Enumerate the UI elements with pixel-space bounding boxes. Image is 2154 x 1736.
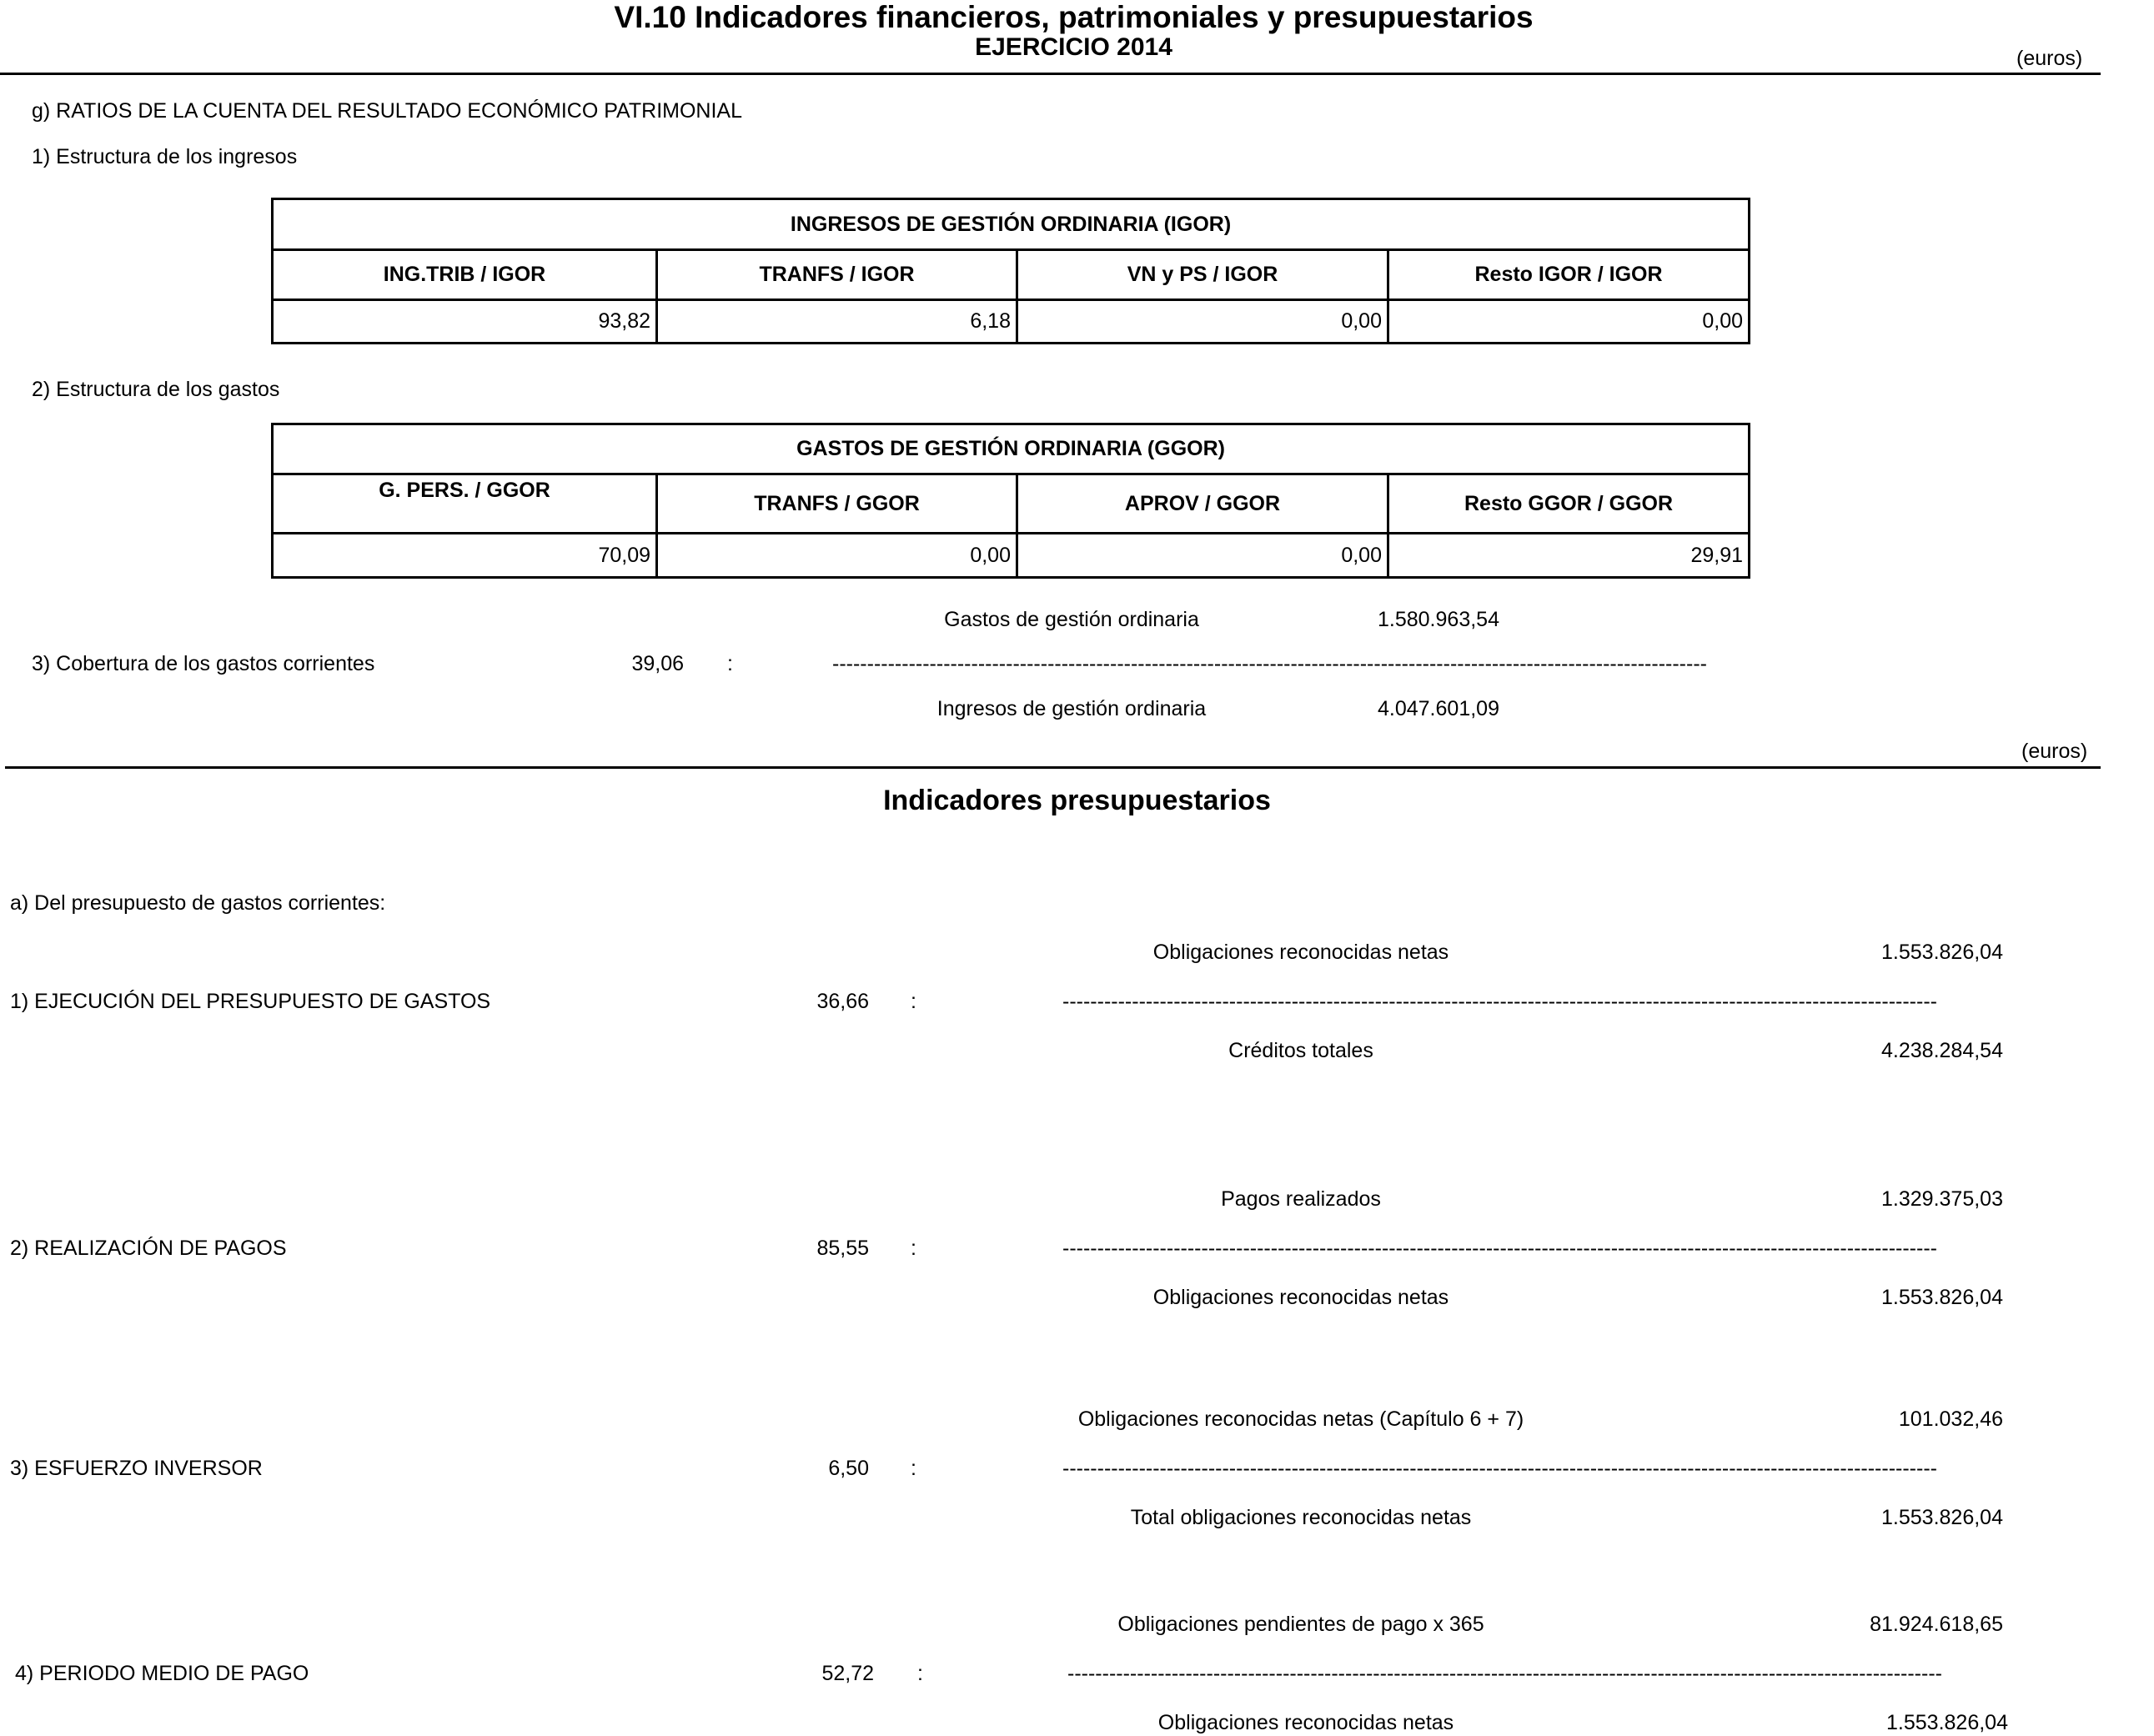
ratio-label: 4) PERIODO MEDIO DE PAGO xyxy=(15,1662,309,1685)
ratio-colon: : xyxy=(911,1457,916,1480)
ratio-fraction-line: ------------------------------------------------------------------------------------------------------------------------------ xyxy=(1062,990,1937,1013)
ingresos-structure-label: 1) Estructura de los ingresos xyxy=(32,145,298,168)
ratio-numerator-value: 81.924.618,65 xyxy=(1870,1613,2003,1636)
gastos-table xyxy=(271,423,1750,579)
ratio-numerator-value: 1.553.826,04 xyxy=(1881,941,2003,964)
ratio-numerator-label: Obligaciones reconocidas netas (Capítulo 6 + 7) xyxy=(1077,1407,1524,1431)
ingresos-value-cell: 6,18 xyxy=(657,300,1017,344)
ingresos-value-cell: 93,82 xyxy=(273,300,657,344)
ratio-denominator-label: Obligaciones reconocidas netas xyxy=(1157,1711,1454,1734)
ratio-fraction-line: ------------------------------------------------------------------------------------------------------------------------------ xyxy=(1062,1237,1937,1260)
page-subtitle: EJERCICIO 2014 xyxy=(975,33,1172,61)
ratio-label: 1) EJECUCIÓN DEL PRESUPUESTO DE GASTOS xyxy=(10,990,491,1013)
ratio-denominator-value: 4.238.284,54 xyxy=(1881,1039,2003,1062)
ingresos-col-header: Resto IGOR / IGOR xyxy=(1388,250,1750,300)
gastos-col-header: Resto GGOR / GGOR xyxy=(1388,474,1750,534)
ingresos-table-title: INGRESOS DE GESTIÓN ORDINARIA (IGOR) xyxy=(273,199,1750,250)
cobertura-colon: : xyxy=(727,652,733,675)
ratio-numerator-value: 1.329.375,03 xyxy=(1881,1187,2003,1211)
ratio-fraction-line: ------------------------------------------------------------------------------------------------------------------------------ xyxy=(1067,1662,1942,1685)
ratio-denominator-label: Obligaciones reconocidas netas xyxy=(1152,1286,1449,1309)
ingresos-col-header: TRANFS / IGOR xyxy=(657,250,1017,300)
cobertura-fraction-line: ------------------------------------------------------------------------------------------------------------------------------ xyxy=(832,652,1707,675)
gastos-table-title: GASTOS DE GESTIÓN ORDINARIA (GGOR) xyxy=(273,424,1750,474)
ratio-label: 3) ESFUERZO INVERSOR xyxy=(10,1457,263,1480)
gastos-col-header: APROV / GGOR xyxy=(1017,474,1388,534)
cobertura-numerator-label: Gastos de gestión ordinaria xyxy=(944,608,1199,631)
ingresos-table xyxy=(271,198,1750,344)
cobertura-label: 3) Cobertura de los gastos corrientes xyxy=(32,652,375,675)
presupuestarios-title: Indicadores presupuestarios xyxy=(883,785,1271,816)
ratio-value: 52,72 xyxy=(821,1662,874,1685)
ratio-numerator-value: 101.032,46 xyxy=(1898,1407,2003,1431)
ratio-numerator-label: Obligaciones reconocidas netas xyxy=(1152,941,1449,964)
ratio-fraction-line: ------------------------------------------------------------------------------------------------------------------------------ xyxy=(1062,1457,1937,1480)
cobertura-denominator-label: Ingresos de gestión ordinaria xyxy=(936,697,1207,720)
gastos-col-header: TRANFS / GGOR xyxy=(657,474,1017,534)
cobertura-value: 39,06 xyxy=(631,652,684,675)
ratio-denominator-label: Total obligaciones reconocidas netas xyxy=(1130,1506,1472,1529)
section-rule xyxy=(5,766,2101,769)
ratio-value: 6,50 xyxy=(828,1457,869,1480)
ratio-numerator-label: Obligaciones pendientes de pago x 365 xyxy=(1117,1613,1484,1636)
ingresos-col-header: VN y PS / IGOR xyxy=(1017,250,1388,300)
presupuestarios-subheading: a) Del presupuesto de gastos corrientes: xyxy=(10,891,386,915)
ratio-value: 36,66 xyxy=(816,990,869,1013)
gastos-value-cell: 29,91 xyxy=(1388,534,1750,578)
cobertura-numerator-value: 1.580.963,54 xyxy=(1378,608,1499,631)
page-title: VI.10 Indicadores financieros, patrimoniales y presupuestarios xyxy=(614,0,1534,34)
ratio-colon: : xyxy=(917,1662,923,1685)
section-g-heading: g) RATIOS DE LA CUENTA DEL RESULTADO ECONÓMICO PATRIMONIAL xyxy=(32,99,742,123)
ratio-denominator-value: 1.553.826,04 xyxy=(1881,1286,2003,1309)
ingresos-value-cell: 0,00 xyxy=(1017,300,1388,344)
ratio-numerator-label: Pagos realizados xyxy=(1221,1187,1381,1211)
presupuestarios-units-label: (euros) xyxy=(2021,740,2088,763)
ratio-label: 2) REALIZACIÓN DE PAGOS xyxy=(10,1237,287,1260)
header-rule xyxy=(0,73,2101,75)
ratio-colon: : xyxy=(911,1237,916,1260)
gastos-value-cell: 0,00 xyxy=(1017,534,1388,578)
gastos-structure-label: 2) Estructura de los gastos xyxy=(32,378,280,401)
ingresos-value-cell: 0,00 xyxy=(1388,300,1750,344)
cobertura-denominator-value: 4.047.601,09 xyxy=(1378,697,1499,720)
gastos-value-cell: 0,00 xyxy=(657,534,1017,578)
units-label: (euros) xyxy=(2016,47,2083,70)
ratio-colon: : xyxy=(911,990,916,1013)
ratio-denominator-label: Créditos totales xyxy=(1228,1039,1373,1062)
gastos-col-header: G. PERS. / GGOR xyxy=(273,474,657,534)
gastos-value-cell: 70,09 xyxy=(273,534,657,578)
ratio-denominator-value: 1.553.826,04 xyxy=(1881,1506,2003,1529)
ratio-value: 85,55 xyxy=(816,1237,869,1260)
ingresos-col-header: ING.TRIB / IGOR xyxy=(273,250,657,300)
ratio-denominator-value: 1.553.826,04 xyxy=(1886,1711,2008,1734)
